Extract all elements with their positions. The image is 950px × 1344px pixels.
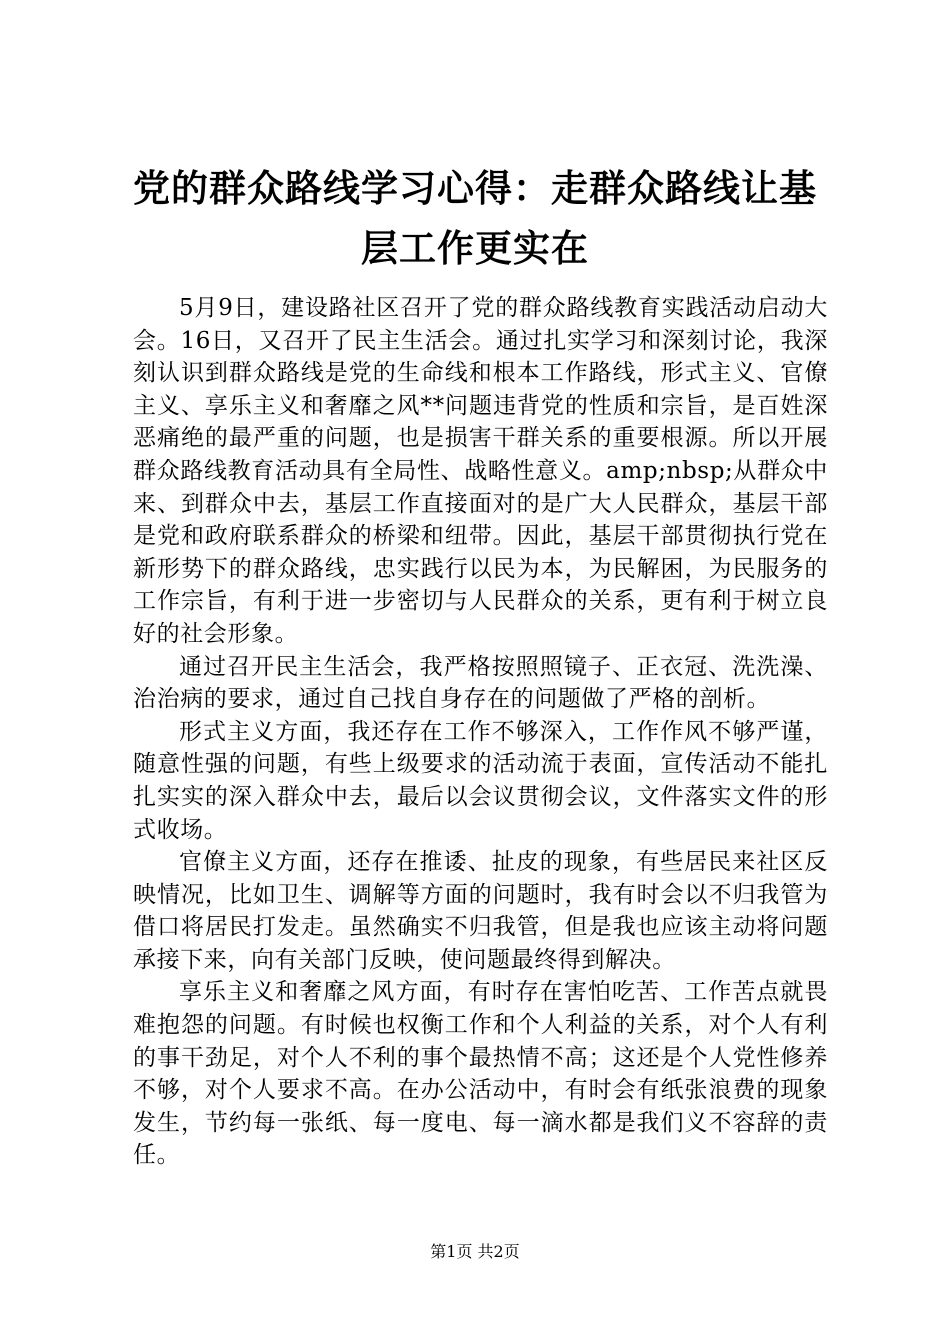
document-body: [133, 292, 828, 1172]
paragraph-5: 享乐主义和奢靡之风方面，有时存在害怕吃苦、工作苦点就畏难抱怨的问题。有时候也权衡工作和个人利益的关系，对个人有利的事干劲足，对个人不利的事个最热情不高；这还是个人党性修养不够，对个人要求不高。在办公活动中，有时会有纸张浪费的现象发生，节约每一张纸、每一度电、每一滴水都是我们义不容辞的责任。: [133, 979, 828, 1169]
paragraph-2: 通过召开民主生活会，我严格按照照镜子、正衣冠、洗洗澡、治治病的要求，通过自己找自身存在的问题做了严格的剖析。: [133, 653, 828, 713]
page-number-footer: 第1页 共2页: [430, 1242, 520, 1261]
document-title: 党的群众路线学习心得：走群众路线让基层工作更实在: [133, 166, 817, 270]
paragraph-4: 官僚主义方面，还存在推诿、扯皮的现象，有些居民来社区反映情况，比如卫生、调解等方面的问题时，我有时会以不归我管为借口将居民打发走。虽然确实不归我管，但是我也应该主动将问题承接下来，向有关部门反映，使问题最终得到解决。: [133, 849, 828, 973]
paragraph-3: 形式主义方面，我还存在工作不够深入，工作作风不够严谨，随意性强的问题，有些上级要求的活动流于表面，宣传活动不能扎扎实实的深入群众中去，最后以会议贯彻会议，文件落实文件的形式收场。: [133, 718, 828, 843]
paragraph-1: 5月9日，建设路社区召开了党的群众路线教育实践活动启动大会。16日，又召开了民主生活会。通过扎实学习和深刻讨论，我深刻认识到群众路线是党的生命线和根本工作路线，形式主义、官僚主义、享乐主义和奢靡之风**问题违背党的性质和宗旨，是百姓深恶痛绝的最严重的问题，也是损害干群关系的重要根源。所以开展群众路线教育活动具有全局性、战略性意义。amp;nbsp;从群众中来、到群众中去，基层工作直接面对的是广大人民群众，基层干部是党和政府联系群众的桥梁和纽带。因此，基层干部贯彻执行党在新形势下的群众路线，忠实践行以民为本，为民解困，为民服务的工作宗旨，有利于进一步密切与人民群众的关系，更有利于树立良好的社会形象。: [133, 295, 828, 647]
